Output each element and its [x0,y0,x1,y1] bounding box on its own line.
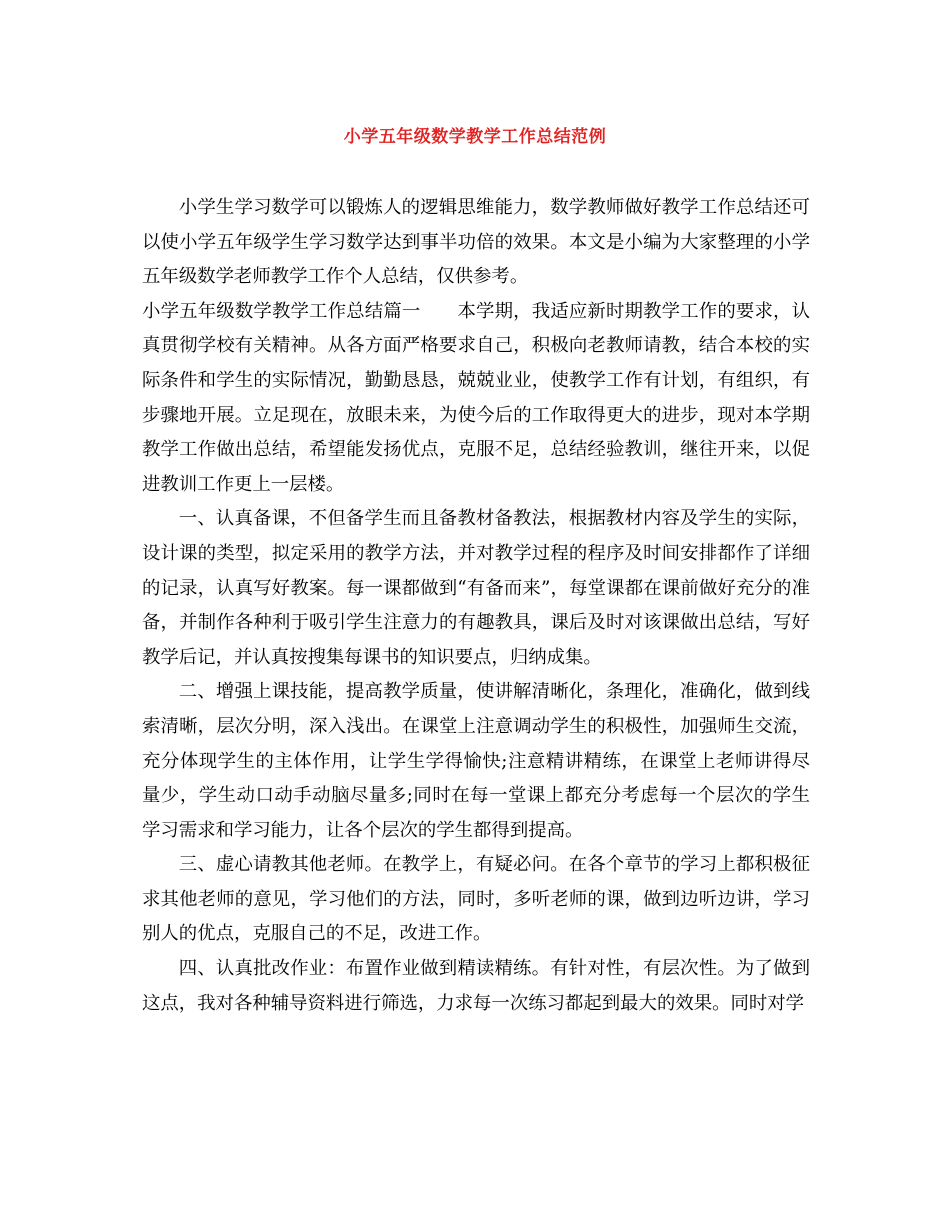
paragraph-2: 二、增强上课技能，提高教学质量，使讲解清晰化，条理化，准确化，做到线索清晰，层次分明，深入浅出。在课堂上注意调动学生的积极性，加强师生交流，充分体现学生的主体作用，让学生学得愉快;注意精讲精练，在课堂上老师讲得尽量少，学生动口动手动脑尽量多;同时在每一堂课上都充分考虑每一个层次的学生学习需求和学习能力，让各个层次的学生都得到提高。 [142,681,810,841]
paragraph-3: 三、虚心请教其他老师。在教学上，有疑必问。在各个章节的学习上都积极征求其他老师的意见，学习他们的方法，同时，多听老师的课，做到边听边讲，学习别人的优点，克服自己的不足，改进工作。 [142,854,810,945]
paragraph-4: 四、认真批改作业：布置作业做到精读精练。有针对性，有层次性。为了做到这点，我对各种辅导资料进行筛选，力求每一次练习都起到最大的效果。同时对学 [142,958,810,1014]
paragraph-1: 一、认真备课，不但备学生而且备教材备教法，根据教材内容及学生的实际，设计课的类型，拟定采用的教学方法，并对教学过程的程序及时间安排都作了详细的记录，认真写好教案。每一课都做到“有备而来”，每堂课都在课前做好充分的准备，并制作各种利于吸引学生注意力的有趣教具，课后及时对该课做出总结，写好教学后记，并认真按搜集每课书的知识要点，归纳成集。 [142,508,810,668]
intro-paragraph: 小学生学习数学可以锻炼人的逻辑思维能力，数学教师做好教学工作总结还可以使小学五年级学生学习数学达到事半功倍的效果。本文是小编为大家整理的小学五年级数学老师教学工作个人总结，仅供参考。 [142,197,810,288]
document-title: 小学五年级数学教学工作总结范例 [343,127,607,147]
section-paragraph [142,295,810,503]
section-heading: 小学五年级数学教学工作总结篇一 [142,300,421,322]
section-lead: 本学期，我适应新时期教学工作的要求，认真贯彻学校有关精神。从各方面严格要求自己，积极向老教师请教，结合本校的实际条件和学生的实际情况，勤勤恳恳，兢兢业业，使教学工作有计划，有组织，有步骤地开展。立足现在，放眼未来，为使今后的工作取得更大的进步，现对本学期教学工作做出总结，希望能发扬优点，克服不足，总结经验教训，继往开来，以促进教训工作更上一层楼。 [142,300,810,495]
document-body [142,191,810,1021]
